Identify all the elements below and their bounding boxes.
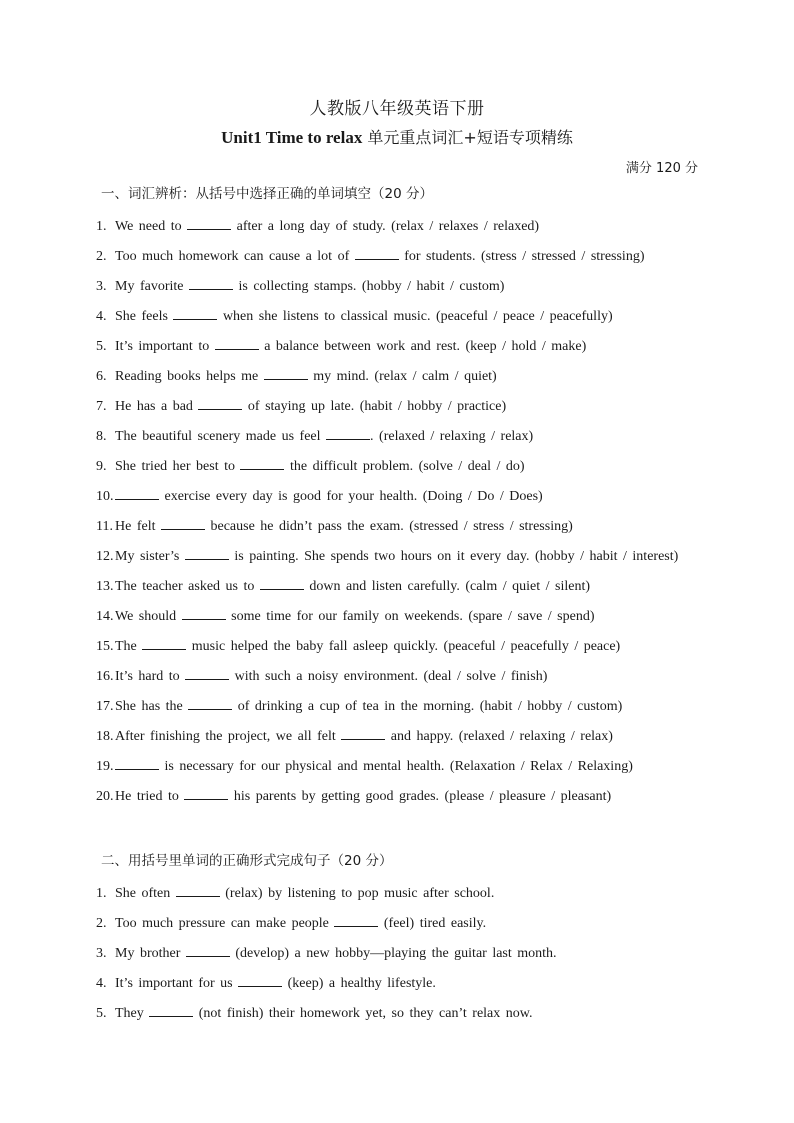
answer-blank[interactable] — [161, 517, 205, 530]
question-number: 3. — [96, 946, 107, 961]
question-text-after: . (relaxed / relaxing / relax) — [370, 429, 534, 444]
question-number: 4. — [96, 976, 107, 991]
question-text-after: (not finish) their homework yet, so they can’t relax now. — [193, 1006, 533, 1021]
question-text — [115, 276, 696, 298]
question-text — [115, 216, 696, 238]
question-item — [96, 276, 696, 298]
answer-blank[interactable] — [176, 884, 220, 897]
question-text — [115, 943, 696, 965]
answer-blank[interactable] — [173, 307, 217, 320]
question-text — [115, 973, 696, 995]
question-text — [115, 786, 696, 808]
question-text — [115, 426, 696, 448]
question-text — [115, 913, 696, 935]
question-item — [96, 726, 696, 748]
question-number: 2. — [96, 249, 107, 264]
question-item — [96, 913, 696, 935]
question-number: 2. — [96, 916, 107, 931]
section2-question-list — [96, 883, 696, 1033]
question-number: 4. — [96, 309, 107, 324]
question-item — [96, 216, 696, 238]
answer-blank[interactable] — [115, 757, 159, 770]
question-text-after: is collecting stamps. (hobby / habit / custom) — [232, 279, 505, 294]
question-text-after: (keep) a healthy lifestyle. — [282, 976, 436, 991]
question-text-after: and happy. (relaxed / relaxing / relax) — [385, 729, 613, 744]
question-item — [96, 546, 696, 568]
page-subtitle — [0, 125, 794, 148]
question-text-after: is painting. She spends two hours on it every day. (hobby / habit / interest) — [228, 549, 679, 564]
answer-blank[interactable] — [149, 1004, 193, 1017]
question-number: 1. — [96, 886, 107, 901]
question-text — [115, 546, 696, 568]
section1-heading: 一、词汇辨析：从括号中选择正确的单词填空（20 分） — [101, 186, 433, 202]
question-text-before: She often — [115, 886, 176, 901]
question-number: 11. — [96, 519, 113, 534]
question-text — [115, 576, 696, 598]
question-text-before: The beautiful scenery made us feel — [115, 429, 327, 444]
question-number: 12. — [96, 549, 114, 564]
question-text-after: the difficult problem. (solve / deal / do) — [284, 459, 525, 474]
answer-blank[interactable] — [355, 247, 399, 260]
answer-blank[interactable] — [341, 727, 385, 740]
question-text-after: (feel) tired easily. — [378, 916, 487, 931]
question-text-before: He tried to — [115, 789, 185, 804]
question-text-after: his parents by getting good grades. (please / pleasure / pleasant) — [228, 789, 612, 804]
question-text — [115, 336, 696, 358]
question-item — [96, 486, 696, 508]
question-text — [115, 666, 696, 688]
question-text-before: Too much pressure can make people — [115, 916, 335, 931]
question-item — [96, 883, 696, 905]
question-text-before: They — [115, 1006, 150, 1021]
question-item — [96, 943, 696, 965]
question-text-before: After finishing the project, we all felt — [115, 729, 342, 744]
question-text-before: The teacher asked us to — [115, 579, 260, 594]
question-text-after: after a long day of study. (relax / relaxes / relaxed) — [231, 219, 540, 234]
question-number: 15. — [96, 639, 114, 654]
question-item — [96, 306, 696, 328]
question-text — [115, 396, 696, 418]
subtitle-unit: Unit1 Time to relax — [221, 128, 363, 147]
question-item — [96, 456, 696, 478]
question-number: 7. — [96, 399, 107, 414]
question-item — [96, 366, 696, 388]
answer-blank[interactable] — [182, 607, 226, 620]
question-text — [115, 606, 696, 628]
question-text-after: for students. (stress / stressed / stressing) — [398, 249, 645, 264]
page-title: 人教版八年级英语下册 — [309, 99, 485, 119]
question-item — [96, 786, 696, 808]
question-item — [96, 396, 696, 418]
question-number: 20. — [96, 789, 114, 804]
question-text — [115, 636, 696, 658]
question-item — [96, 426, 696, 448]
answer-blank[interactable] — [187, 217, 231, 230]
question-item — [96, 246, 696, 268]
question-number: 16. — [96, 669, 114, 684]
question-item — [96, 1003, 696, 1025]
answer-blank[interactable] — [260, 577, 304, 590]
question-text-before: The — [115, 639, 143, 654]
question-text-before: She has the — [115, 699, 189, 714]
question-text-after: when she listens to classical music. (peaceful / peace / peacefully) — [217, 309, 613, 324]
question-text — [115, 756, 696, 778]
section1-question-list — [96, 216, 696, 816]
question-number: 14. — [96, 609, 114, 624]
question-text-after: (develop) a new hobby—playing the guitar last month. — [229, 946, 557, 961]
answer-blank[interactable] — [215, 337, 259, 350]
question-text-after: some time for our family on weekends. (spare / save / spend) — [225, 609, 595, 624]
question-text-before: He has a bad — [115, 399, 199, 414]
question-text-after: of staying up late. (habit / hobby / practice) — [242, 399, 507, 414]
question-text-after: my mind. (relax / calm / quiet) — [307, 369, 497, 384]
answer-blank[interactable] — [240, 457, 284, 470]
question-item — [96, 666, 696, 688]
subtitle-description: 单元重点词汇+短语专项精练 — [362, 128, 573, 147]
answer-blank[interactable] — [264, 367, 308, 380]
answer-blank[interactable] — [185, 547, 229, 560]
answer-blank[interactable] — [142, 637, 186, 650]
question-text-after: because he didn’t pass the exam. (stressed / stress / stressing) — [204, 519, 573, 534]
question-number: 10. — [96, 489, 114, 504]
question-text-before: Too much homework can cause a lot of — [115, 249, 355, 264]
question-number: 3. — [96, 279, 107, 294]
question-text — [115, 486, 696, 508]
question-text-before: He felt — [115, 519, 161, 534]
question-item — [96, 336, 696, 358]
question-number: 13. — [96, 579, 114, 594]
question-text-before: She tried her best to — [115, 459, 241, 474]
question-number: 6. — [96, 369, 107, 384]
answer-blank[interactable] — [186, 944, 230, 957]
question-item — [96, 973, 696, 995]
question-text-before: She feels — [115, 309, 174, 324]
answer-blank[interactable] — [189, 277, 233, 290]
question-text-after: a balance between work and rest. (keep / hold / make) — [258, 339, 587, 354]
question-text — [115, 246, 696, 268]
question-text-after: (relax) by listening to pop music after school. — [219, 886, 495, 901]
question-text — [115, 1003, 696, 1025]
question-item — [96, 636, 696, 658]
question-text-after: music helped the baby fall asleep quickly. (peaceful / peacefully / peace) — [186, 639, 621, 654]
question-item — [96, 606, 696, 628]
question-item — [96, 516, 696, 538]
question-number: 5. — [96, 1006, 107, 1021]
question-number: 5. — [96, 339, 107, 354]
question-text-after: of drinking a cup of tea in the morning. (habit / hobby / custom) — [232, 699, 623, 714]
question-text-before: Reading books helps me — [115, 369, 264, 384]
answer-blank[interactable] — [115, 487, 159, 500]
answer-blank[interactable] — [334, 914, 378, 927]
question-text — [115, 516, 696, 538]
question-text-before: My favorite — [115, 279, 189, 294]
question-item — [96, 696, 696, 718]
question-text-before: It’s important for us — [115, 976, 239, 991]
answer-blank[interactable] — [188, 697, 232, 710]
question-text-before: We should — [115, 609, 182, 624]
answer-blank[interactable] — [198, 397, 242, 410]
question-text-before: We need to — [115, 219, 188, 234]
question-text-before: My brother — [115, 946, 186, 961]
question-text — [115, 456, 696, 478]
question-item — [96, 756, 696, 778]
question-number: 19. — [96, 759, 114, 774]
question-text — [115, 726, 696, 748]
question-text-after: is necessary for our physical and mental health. (Relaxation / Relax / Relaxing) — [159, 759, 633, 774]
question-number: 8. — [96, 429, 107, 444]
question-text-before: It’s important to — [115, 339, 215, 354]
question-text — [115, 883, 696, 905]
question-text — [115, 696, 696, 718]
question-text-before: My sister’s — [115, 549, 185, 564]
answer-blank[interactable] — [326, 427, 370, 440]
question-text-before: It’s hard to — [115, 669, 186, 684]
total-score: 满分 120 分 — [625, 161, 698, 176]
question-text-after: with such a noisy environment. (deal / solve / finish) — [229, 669, 548, 684]
question-text-after: exercise every day is good for your health. (Doing / Do / Does) — [159, 489, 543, 504]
question-number: 18. — [96, 729, 114, 744]
question-item — [96, 576, 696, 598]
question-text — [115, 306, 696, 328]
question-number: 9. — [96, 459, 107, 474]
question-number: 1. — [96, 219, 107, 234]
question-text — [115, 366, 696, 388]
answer-blank[interactable] — [185, 667, 229, 680]
section2-heading: 二、用括号里单词的正确形式完成句子（20 分） — [101, 853, 393, 869]
answer-blank[interactable] — [184, 787, 228, 800]
question-number: 17. — [96, 699, 114, 714]
question-text-after: down and listen carefully. (calm / quiet / silent) — [303, 579, 591, 594]
answer-blank[interactable] — [238, 974, 282, 987]
